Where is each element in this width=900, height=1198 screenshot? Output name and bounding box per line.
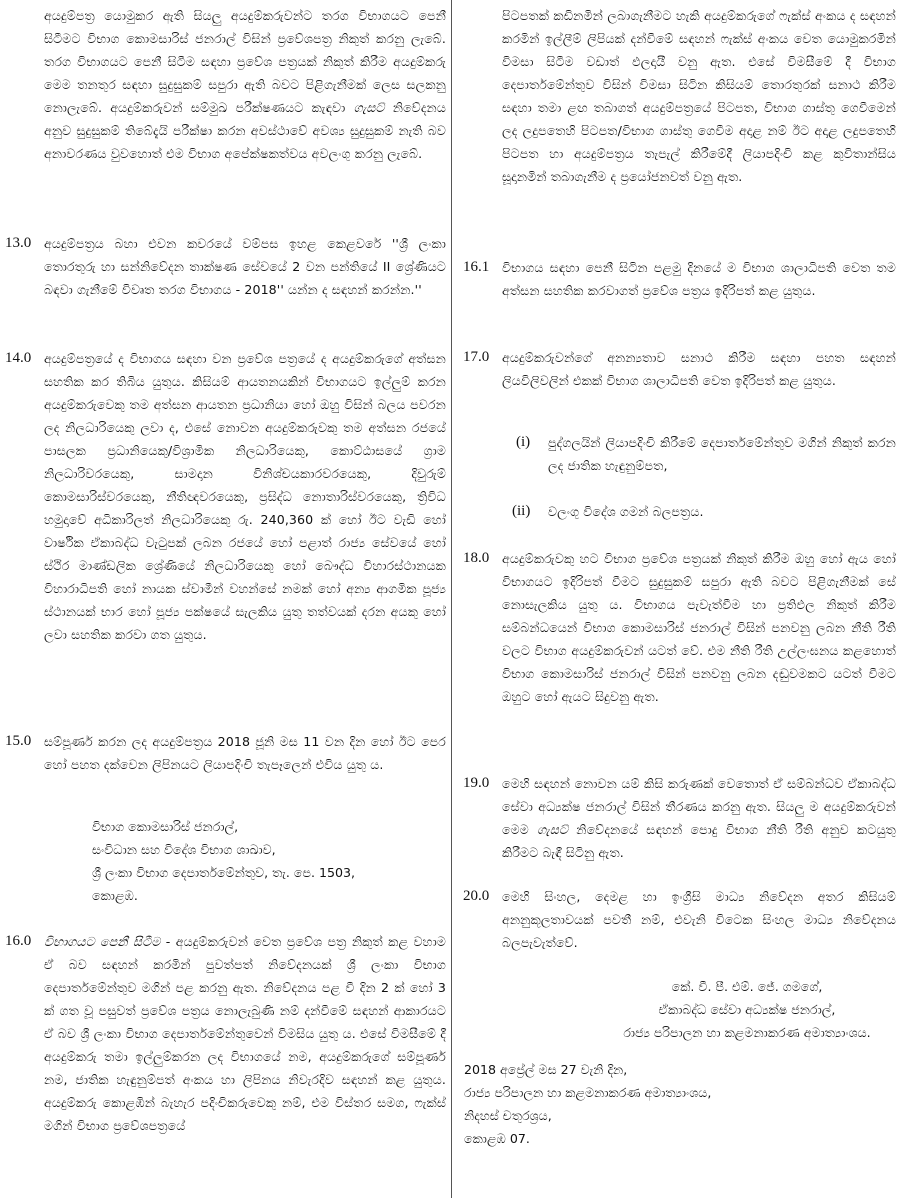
p16-1-number: 16.1 [463, 259, 490, 275]
p18-number: 18.0 [463, 550, 490, 566]
p19-number: 19.0 [463, 775, 490, 791]
p19-text: මෙහි සඳහන් නොවන යම් කිසි කරුණක් වෙතොත් ඒ සම්බන්ධව ඒකාබද්ධ සේවා අධ්‍යක්ෂ ජනරාල් විසින් තීරණය කරනු ඇත. සියලු ම අයදුම්කරුවන් මෙම [502, 776, 896, 837]
p17-number: 17.0 [463, 349, 490, 365]
p15-number: 15.0 [5, 733, 32, 749]
column-divider [451, 0, 452, 1198]
li2-text: වලංගු විදේශ ගමන් බලපත්‍රය. [548, 504, 704, 519]
address-line-1: විභාග කොමසාරිස් ජනරාල්, [92, 819, 239, 834]
p20-number: 20.0 [463, 888, 490, 904]
p17-text: අයදුම්කරුවන්ගේ අනන්‍යතාව සනාථ කිරීම සඳහා පහත සඳහන් ලියවිලිවලින් එකක් විභාග ශාලාධිපති වෙත ඉදිරිපත් කළ යුතුය. [502, 350, 896, 388]
signature-name: කේ. වී. පී. එම්. ජේ. ගමගේ, [671, 979, 823, 994]
p14-text: අයදුම්පත්‍රයේ ද විභාගය සඳහා වන ප්‍රවේශ පත්‍රයේ ද අයදුම්කරුගේ අත්සන සහතික කර තිබිය යුතුය. කිසියම් ආයතනයකින් විභාගයට ඉල්ලුම් කරන අයදුම්කරුවෙකු තම අත්සන ආයතන ප්‍රධානියා හෝ ඔහු විසින් බලය පවරන ලද නිලධාරියෙකු ලවා ද, එසේ නොවන අයදුම්කරුවකු තම අත්සන රජයේ පාසලක ප්‍රධානියෙකු/විශ්‍රාමික නිලධාරියෙකු, කොට්ඨාසයේ ග්‍රාම නිලධාරිවරයෙකු, සාමදාන විනිශ්චයකාරවරයෙකු, දිවුරුම් කොමසාරිස්වරයෙකු, නීතිඥවරයෙකු, ප්‍රසිද්ධ නොතාරිස්වරයෙකු, ත්‍රිවිධ හමුදාවේ අධිකාරිලත් නිලධාරියෙකු රු. 240,360 ක් හෝ ඊට වැඩි හෝ වාර්ෂික ඒකාබද්ධ වැටුපක් ලබන රජයේ හෝ පළාත් රාජ්‍ය සේවයේ හෝ ස්ථිර මාණ්ඩලික ශ්‍රේණියේ නිලධාරියෙකු හෝ බෞද්ධ විහාරස්ථානයක විහාරාධිපති හෝ නායක ස්වාමීන් වහන්සේ නමක් හෝ අන්‍ය ආගමික පූජ්‍ය ස්ථානයක් භාර හෝ පූජ්‍ය පක්ෂයේ සැලකිය යුතු තත්වයක් දරන අයකු හෝ ලවා සහතික කරවා ගත යුතුය. [44, 351, 446, 642]
p12-gazette-italic: ගැසට් [353, 100, 385, 115]
signature-ministry: රාජ්‍ය පරිපාලන හා කළමනාකරණ අමාත්‍යාංශය. [623, 1025, 871, 1040]
date-line-4: කොළඹ 07. [464, 1131, 530, 1146]
p12-tail: නිවේදනය අනුව සුදුසුකම් තිබේදැයි පරීක්ෂා කරන අවස්ථාවේ අවශ්‍ය සුදුසුකම් නැති බව අනාවරණය වුවහොත් එම විභාග අපේක්ෂකත්වය අවලංගු කරනු ලැබේ. [44, 100, 446, 161]
signature-title: ඒකාබද්ධ සේවා අධ්‍යක්ෂ ජනරාල්, [658, 1002, 836, 1017]
li2-number: (ii) [512, 503, 531, 519]
p16-text: - අයදුම්කරුවන් වෙත ප්‍රවේශ පත්‍ර නිකුත් කළ වහාම ඒ බව සඳහන් කරමින් පුවත්පත් නිවේදනයක් ශ්‍රී ලංකා විභාග දෙපාර්තමේන්තුව මගින් පළ කරනු ඇත. නිවේදනය පළ වී දින 2 ක් හෝ 3 ක් ගත වූ පසුවත් ප්‍රවේශ පත්‍රය නොලැබුණි නම් දන්වීමේ සඳහන් ආකාරයට ඒ බව ශ්‍රී ලංකා විභාග දෙපාර්තමේන්තුවෙන් විමසිය යුතු ය. එසේ විමසීමේ දී අයදුම්කරු තමා ඉල්ලුම්කරන ලද විභාගයේ නම, අයදුම්කරුගේ සම්පූර්ණ නම, ජාතික හැඳුනුම්පත් අංකය හා ලිපිනය නිවැරදිව සඳහන් කළ යුතුය. අයදුම්කරු කොළඹින් බැහැර පදිංචිකරුවෙකු නම්, එම විස්තර සමග, ෆැක්ස් මගින් විභාග ප්‍රවේශපත්‍රයේ [44, 934, 446, 1133]
p13-text: අයදුම්පත්‍රය බහා එවන කවරයේ වම්පස ඉහළ කෙළවරේ ''ශ්‍රී ලංකා තොරතුරු හා සන්නිවේදන තාක්ෂණ සේවයේ 2 වන පන්තියේ II ශ්‍රේණියට බඳවා ගැනීමේ විවෘත තරග විභාගය - 2018'' යන්න ද සඳහන් කරන්න.'' [44, 236, 446, 297]
p16-number: 16.0 [5, 933, 32, 949]
p14-number: 14.0 [5, 350, 32, 366]
p16-1-text: විභාගය සඳහා පෙනී සිටින පළමු දිනයේ ම විභාග ශාලාධිපති වෙත තම අත්සන සහතික කරවාගත් ප්‍රවේශ පත්‍රය ඉදිරිපත් කළ යුතුය. [502, 260, 896, 298]
address-line-2: සංවිධාන සහ විදේශ විභාග ශාඛාව, [92, 842, 276, 857]
date-line-1: 2018 අප්‍රේල් මස 27 වැනි දින, [464, 1062, 628, 1077]
p19-tail: නිවේදනයේ සඳහන් පොදු විභාග නීති රීති අනුව කටයුතු කිරීමට බැඳී සිටිනු ඇත. [502, 822, 896, 860]
p19-gazette-italic: ගැසට් [537, 822, 569, 837]
li1-text: පුද්ගලයින් ලියාපදිංචි කිරීමේ දෙපාර්තමේන්තුව මගින් නිකුත් කරන ලද ජාතික හැඳුනුම්පත, [548, 435, 896, 473]
li1-number: (i) [516, 434, 531, 450]
p13-number: 13.0 [5, 235, 32, 251]
p12-text: අයදුම්පත්‍ර යොමුකර ඇති සියලු අයදුම්කරුවන්ට තරග විභාගයට පෙනී සිටීමට විභාග කොමසාරිස් ජනරාල් විසින් ප්‍රවේශපත්‍ර නිකුත් කරනු ලැබේ. තරග විභාගයට පෙනී සිටීම සඳහා ප්‍රවේශ පත්‍රයක් නිකුත් කිරීම අයදුම්කරු මෙම තනතුර සඳහා සුදුසුකම් සපුරා ඇති බවට පිළිගැනීමක් ලෙස සලකනු නොලැබේ. අයදුම්කරුවන් සම්මුඛ පරීක්ෂණයට කැඳවා [44, 8, 446, 115]
date-line-3: නිදහස් චතුරශ්‍රය, [464, 1108, 552, 1123]
date-line-2: රාජ්‍ය පරිපාලන හා කළමනාකරණ අමාත්‍යාංශය, [464, 1085, 712, 1100]
p16-cont-text: පිටපතක් කඩිනමින් ලබාගැනීමට හැකි අයදුම්කරුගේ ෆැක්ස් අංකය ද සඳහන් කරමින් ඉල්ලීම් ලිපියක් දන්වීමේ සඳහන් ෆැක්ස් අංකය වෙත යොමුකරමින් විමසා සිටීම වඩාත් ඵලදායී වනු ඇත. එසේ විමසීමේ දී විභාග දෙපාර්තමේන්තුව විසින් විමසා සිටින කිසියම් තොරතුරක් සනාථ කිරීම සඳහා තමා ළඟ තබාගත් අයදුම්පත්‍රයේ පිටපත, විභාග ගාස්තු ගෙවීමෙන් ලද ලදුපතෙහි පිටපත/විභාග ගාස්තු ගෙවීම අදාළ නම් ඊට අදාළ ලදුපතෙහි පිටපත හා අයදුම්පත්‍රය තැපැල් කිරීමේදී ලියාපදිංචි කළ කුවිතාන්සිය සූදානමින් තබාගැනීම ද ප්‍රයෝජනවත් වනු ඇත. [502, 8, 896, 184]
address-line-4: කොළඹ. [92, 888, 138, 903]
address-line-3: ශ්‍රී ලංකා විභාග දෙපාර්තමේන්තුව, තැ. පෙ. 1503, [92, 865, 356, 880]
p15-text: සම්පූර්ණ කරන ලද අයදුම්පත්‍රය 2018 ජූනි මස 11 වන දින හෝ ඊට පෙර හෝ පහත දක්වෙන ලිපිනයට ලියාපදිංචි තැපෑලෙන් එවිය යුතු ය. [44, 734, 446, 772]
p20-text: මෙහි සිංහල, දෙමළ හා ඉංග්‍රීසි මාධ්‍ය නිවේදන අතර කිසියම් අනනුකූලතාවයක් පවතී නම්, එවැනි විටෙක සිංහල මාධ්‍ය නිවේදනය බලපැවැත්වේ. [502, 889, 896, 950]
p16-italic-heading: විභාගයට පෙනී සිටීම [44, 934, 161, 949]
p18-text: අයදුම්කරුවකු හට විභාග ප්‍රවේශ පත්‍රයක් නිකුත් කිරීම ඔහු හෝ ඇය හෝ විභාගයට ඉදිරිපත් වීමට සුදුසුකම් සපුරා ඇති බවට පිළිගැනීමක් සේ නොසැලකිය යුතු ය. විභාගය පැවැත්වීම හා ප්‍රතිඵල නිකුත් කිරීම සම්බන්ධයෙන් විභාග කොමසාරිස් ජනරාල් විසින් පනවනු ලබන නීති රීති වලට විභාග අයදුම්කරුවන් යටත් වේ. එම නීති රීති උල්ලංඝනය කළහොත් විභාග කොමසාරිස් ජනරාල් විසින් පනවනු ලබන දඬුවමකට යටත් වීමට ඔහුට හෝ ඇයට සිදුවනු ඇත. [502, 551, 896, 704]
